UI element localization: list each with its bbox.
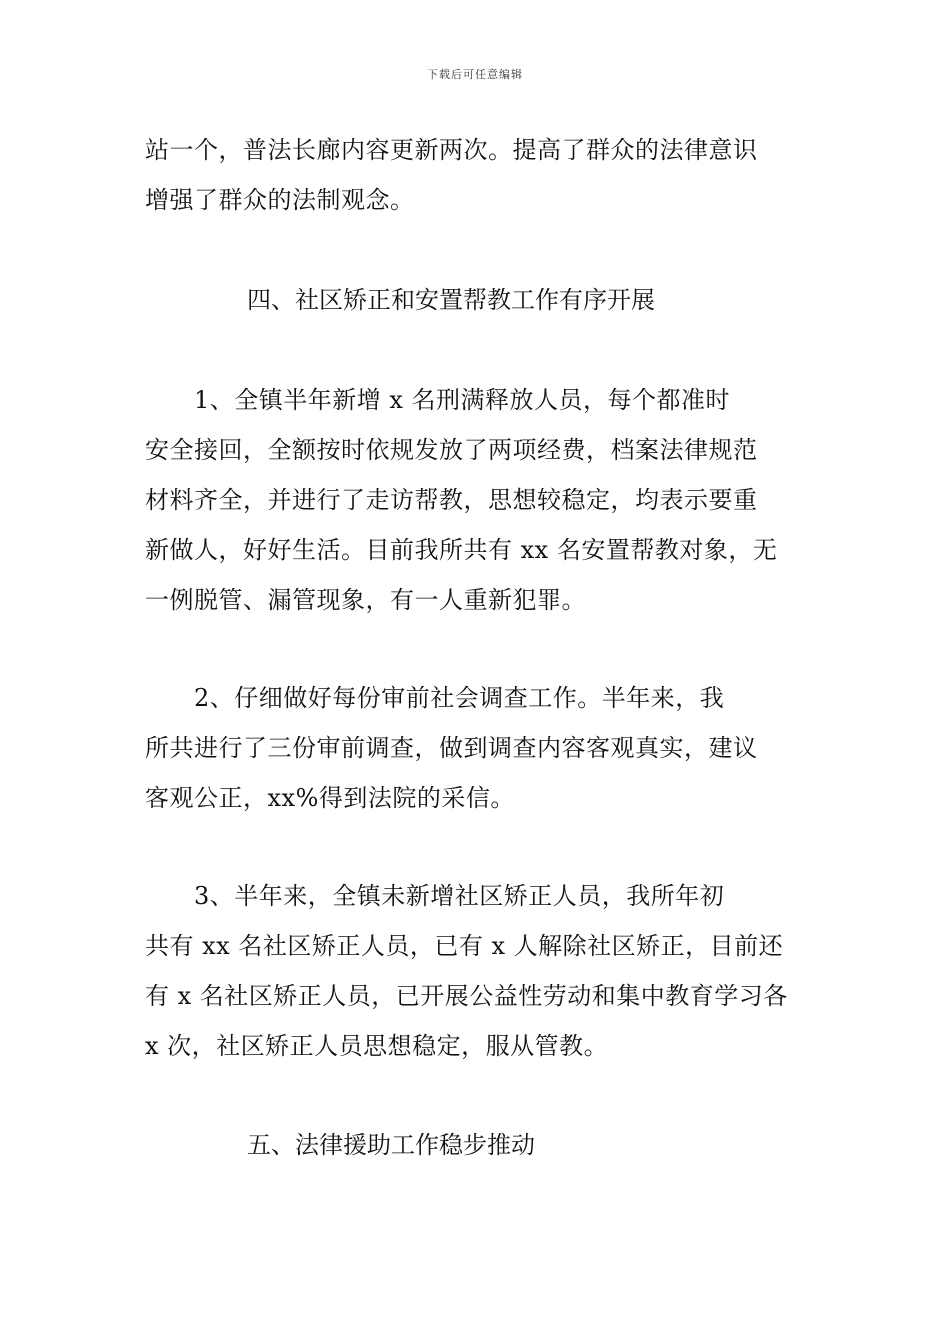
text-line: 新做人，好好生活。目前我所共有 xx 名安置帮教对象，无 (145, 536, 778, 564)
paragraph-2 (145, 673, 805, 823)
text-line: 一例脱管、漏管现象，有一人重新犯罪。 (145, 586, 586, 614)
section-heading-5: 五、法律援助工作稳步推动 (247, 1131, 535, 1159)
text-line: 材料齐全，并进行了走访帮教，思想较稳定，均表示要重 (145, 486, 758, 514)
text-line: 有 x 名社区矫正人员，已开展公益性劳动和集中教育学习各 (145, 982, 788, 1010)
paragraph-1 (145, 375, 805, 625)
text-line: 站一个，普法长廊内容更新两次。提高了群众的法律意识 (145, 136, 758, 164)
text-line: 增强了群众的法制观念。 (145, 186, 415, 214)
text-line: 安全接回，全额按时依规发放了两项经费，档案法律规范 (145, 436, 758, 464)
paragraph-0 (145, 125, 805, 225)
text-line: x 次，社区矫正人员思想稳定，服从管教。 (145, 1032, 609, 1060)
text-line: 1、全镇半年新增 x 名刑满释放人员，每个都准时 (145, 386, 731, 414)
paragraph-3 (145, 871, 805, 1071)
text-line: 3、半年来，全镇未新增社区矫正人员，我所年初 (145, 882, 725, 910)
section-heading-4: 四、社区矫正和安置帮教工作有序开展 (247, 286, 655, 314)
text-line: 所共进行了三份审前调查，做到调查内容客观真实，建议 (145, 734, 758, 762)
page-header: 下载后可任意编辑 (427, 68, 523, 81)
text-line: 共有 xx 名社区矫正人员，已有 x 人解除社区矫正，目前还 (145, 932, 784, 960)
text-line: 客观公正，xx%得到法院的采信。 (145, 784, 515, 812)
text-line: 2、仔细做好每份审前社会调查工作。半年来，我 (145, 684, 725, 712)
